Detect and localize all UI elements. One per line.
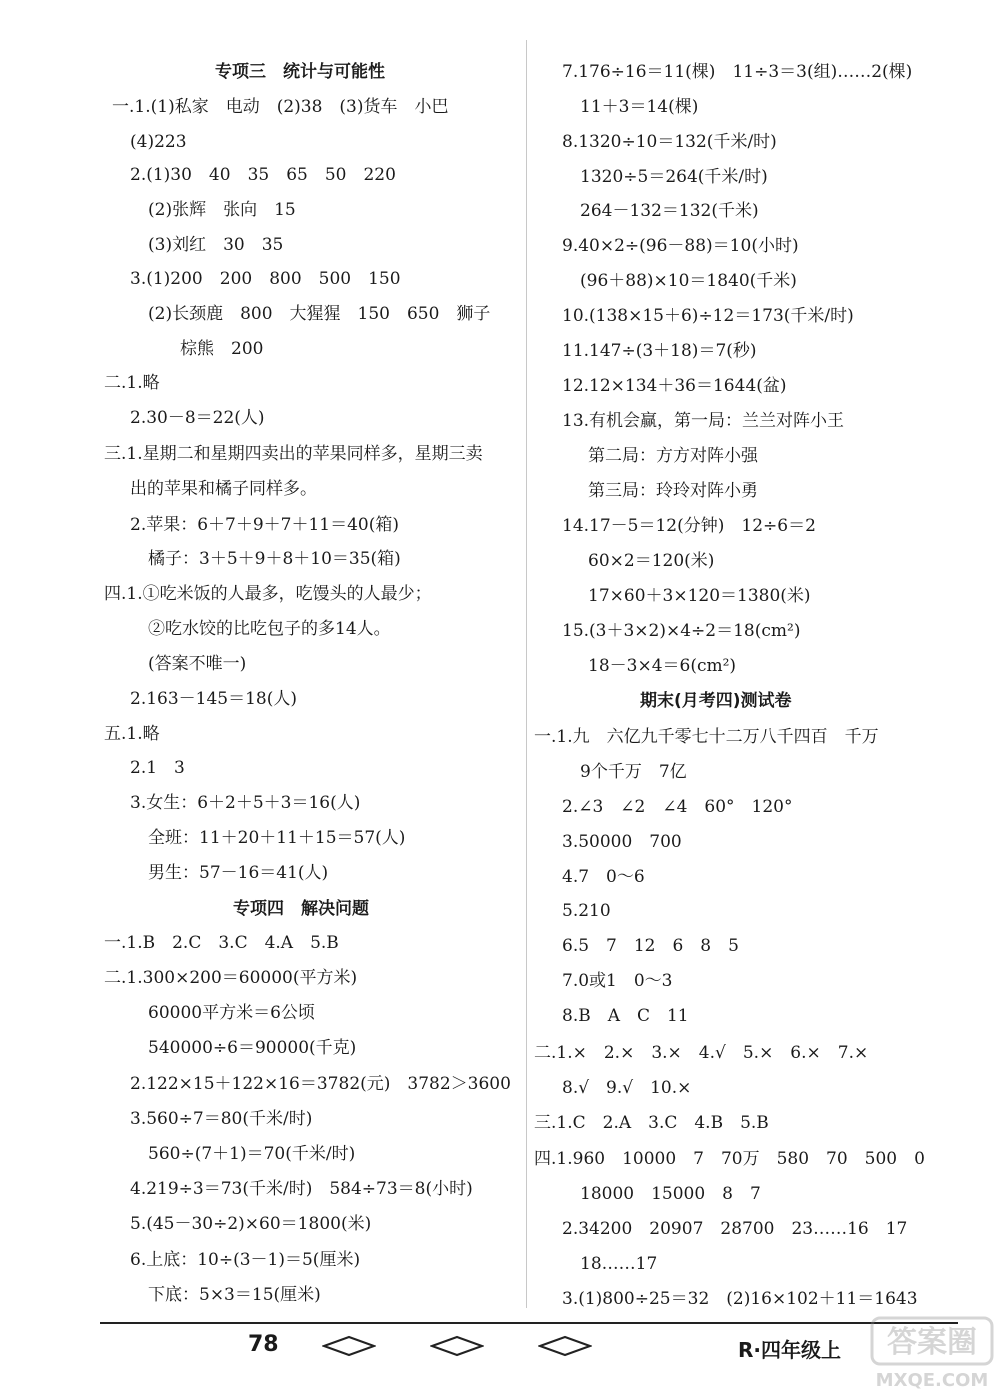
answer-line: (答案不唯一)	[148, 654, 247, 674]
answer-line: 7.0或1 0～3	[562, 971, 673, 991]
answer-line: 8.1320÷10＝132(千米/时)	[562, 132, 777, 152]
answer-line: 17×60＋3×120＝1380(米)	[588, 586, 811, 606]
answer-line: 2.(1)30 40 35 65 50 220	[130, 165, 396, 185]
answer-line: 三.1.星期二和星期四卖出的苹果同样多，星期三卖	[104, 444, 483, 464]
diamond-icon	[538, 1335, 592, 1357]
answer-line: (2)张辉 张向 15	[148, 200, 296, 220]
answer-line: 四.1.①吃米饭的人最多，吃馒头的人最少；	[104, 584, 432, 604]
answer-line: 8.√ 9.√ 10.×	[562, 1078, 692, 1098]
grade-label: R·四年级上	[738, 1338, 841, 1362]
answer-line: 3.(1)800÷25＝32 (2)16×102＋11＝1643	[562, 1289, 918, 1309]
answer-line: 出的苹果和橘子同样多。	[130, 479, 317, 499]
answer-line: 2.122×15＋122×16＝3782(元) 3782＞3600	[130, 1074, 511, 1094]
answer-line: 15.(3＋3×2)×4÷2＝18(cm²)	[562, 621, 801, 641]
answer-line: 3.女生：6＋2＋5＋3＝16(人)	[130, 793, 361, 813]
answer-line: 四.1.960 10000 7 70万 580 70 500 0	[534, 1149, 925, 1169]
answer-line: (3)刘红 30 35	[148, 235, 284, 255]
footer-rule	[100, 1322, 958, 1324]
section-heading-final-exam: 期末(月考四)测试卷	[640, 691, 792, 711]
diamond-icon	[322, 1335, 376, 1357]
answer-line: (4)223	[130, 132, 187, 152]
answer-line: 2.34200 20907 28700 23……16 17	[562, 1219, 908, 1239]
page-number: 78	[248, 1332, 279, 1357]
answer-line: 二.1.× 2.× 3.× 4.√ 5.× 6.× 7.×	[534, 1043, 869, 1063]
answer-line: 3.(1)200 200 800 500 150	[130, 269, 401, 289]
answer-line: 6.5 7 12 6 8 5	[562, 936, 739, 956]
answer-line: 3.50000 700	[562, 832, 682, 852]
answer-line: 全班：11＋20＋11＋15＝57(人)	[148, 828, 406, 848]
answer-line: 5.210	[562, 901, 611, 921]
svg-text:答案圈: 答案圈	[887, 1325, 977, 1360]
answer-line: 1320÷5＝264(千米/时)	[580, 167, 768, 187]
section-heading-statistics: 专项三 统计与可能性	[215, 62, 385, 82]
answer-line: 6.上底：10÷(3－1)＝5(厘米)	[130, 1250, 361, 1270]
answer-line: 2.1 3	[130, 758, 185, 778]
answer-line: 8.B A C 11	[562, 1006, 689, 1026]
column-divider	[526, 40, 527, 1308]
svg-text:MXQE.COM: MXQE.COM	[875, 1370, 989, 1391]
answer-line: 4.7 0～6	[562, 867, 645, 887]
answer-line: (2)长颈鹿 800 大猩猩 150 650 狮子	[148, 304, 491, 324]
answer-line: 13.有机会赢，第一局：兰兰对阵小王	[562, 411, 845, 431]
answer-line: 二.1.略	[104, 373, 160, 393]
answer-line: 2.苹果：6＋7＋9＋7＋11＝40(箱)	[130, 515, 400, 535]
answer-line: 橘子：3＋5＋9＋8＋10＝35(箱)	[148, 549, 401, 569]
answer-line: 第二局：方方对阵小强	[588, 446, 758, 466]
answer-line: 11＋3＝14(棵)	[580, 97, 699, 117]
answer-line: 18－3×4＝6(cm²)	[588, 656, 737, 676]
answer-line: 男生：57－16＝41(人)	[148, 863, 329, 883]
answer-line: 18000 15000 8 7	[580, 1184, 761, 1204]
answer-line: 第三局：玲玲对阵小勇	[588, 481, 758, 501]
answer-line: 11.147÷(3＋18)＝7(秒)	[562, 341, 757, 361]
answer-line: 18……17	[580, 1254, 658, 1274]
diamond-icon	[430, 1335, 484, 1357]
answer-line: (96＋88)×10＝1840(千米)	[580, 271, 797, 291]
answer-line: 60000平方米＝6公顷	[148, 1003, 315, 1023]
answer-line: 5.(45－30÷2)×60＝1800(米)	[130, 1214, 372, 1234]
answer-line: 2.30－8＝22(人)	[130, 408, 265, 428]
answer-line: 540000÷6＝90000(千克)	[148, 1038, 357, 1058]
watermark-logo	[868, 1312, 998, 1396]
answer-line: 3.560÷7＝80(千米/时)	[130, 1109, 313, 1129]
answer-line: 棕熊 200	[180, 339, 264, 359]
answer-line: 9个千万 7亿	[580, 762, 687, 782]
answer-line: 264－132＝132(千米)	[580, 201, 759, 221]
answer-line: ②吃水饺的比吃包子的多14人。	[148, 619, 391, 639]
answer-line: 一.1.九 六亿九千零七十二万八千四百 千万	[534, 727, 879, 747]
answer-line: 4.219÷3＝73(千米/时) 584÷73＝8(小时)	[130, 1179, 473, 1199]
answer-line: 60×2＝120(米)	[588, 551, 715, 571]
answer-line: 12.12×134＋36＝1644(盆)	[562, 376, 787, 396]
answer-line: 14.17－5＝12(分钟) 12÷6＝2	[562, 516, 816, 536]
answer-line: 10.(138×15＋6)÷12＝173(千米/时)	[562, 306, 854, 326]
answer-line: 下底：5×3＝15(厘米)	[148, 1285, 321, 1305]
answer-line: 三.1.C 2.A 3.C 4.B 5.B	[534, 1113, 769, 1133]
section-heading-problem-solving: 专项四 解决问题	[233, 899, 369, 919]
answer-line: 一.1.B 2.C 3.C 4.A 5.B	[104, 933, 339, 953]
answer-line: 一.1.(1)私家 电动 (2)38 (3)货车 小巴	[112, 97, 449, 117]
answer-line: 2.∠3 ∠2 ∠4 60° 120°	[562, 797, 793, 817]
answer-line: 二.1.300×200＝60000(平方米)	[104, 968, 358, 988]
answer-line: 560÷(7＋1)＝70(千米/时)	[148, 1144, 356, 1164]
answer-line: 五.1.略	[104, 724, 160, 744]
answer-line: 9.40×2÷(96－88)＝10(小时)	[562, 236, 799, 256]
answer-line: 2.163－145＝18(人)	[130, 689, 298, 709]
answer-line: 7.176÷16＝11(棵) 11÷3＝3(组)……2(棵)	[562, 62, 913, 82]
